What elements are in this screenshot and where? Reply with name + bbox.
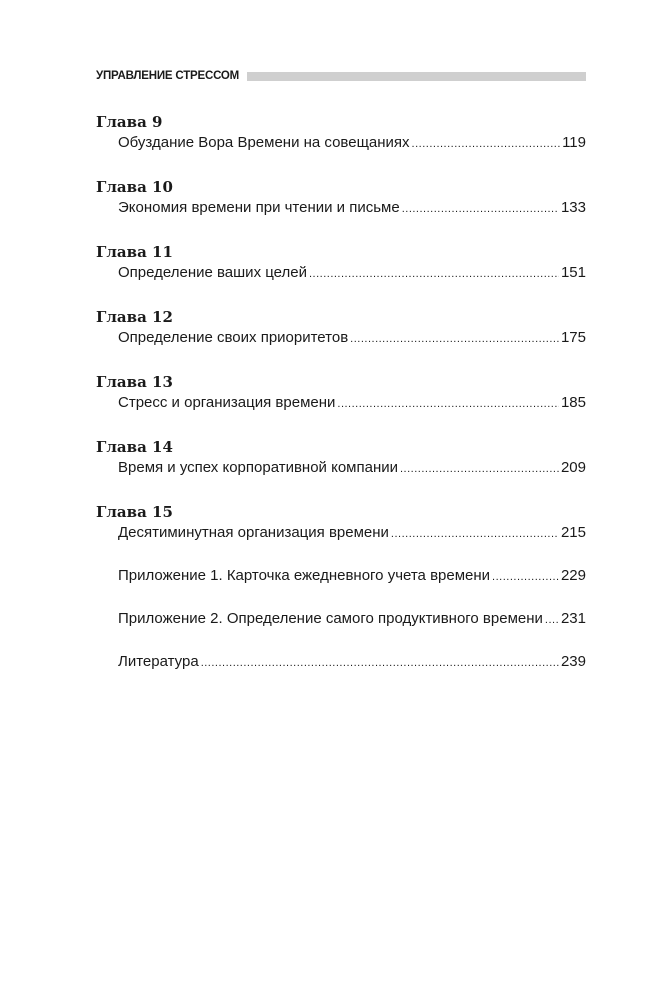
- chapter-heading: Глава 14: [96, 438, 173, 456]
- toc-chapter-9: [96, 112, 586, 154]
- toc-entry-title: Литература: [118, 653, 199, 670]
- toc-chapter-11: [96, 242, 586, 284]
- toc-entry[interactable]: [118, 457, 586, 479]
- toc-page-number: 215: [560, 524, 586, 541]
- toc-chapter-14: [96, 437, 586, 479]
- toc-entry-appendix-1[interactable]: [118, 565, 586, 587]
- toc-entry-title: Определение своих приоритетов: [118, 329, 349, 346]
- chapter-heading: Глава 12: [96, 308, 173, 326]
- dot-leader: [337, 393, 559, 415]
- dot-leader: [201, 652, 559, 674]
- toc-entry-appendix-2[interactable]: [118, 608, 586, 630]
- toc-page-number: 239: [560, 653, 586, 670]
- dot-leader: [402, 198, 559, 220]
- toc-entry-title: Время и успех корпоративной компании: [118, 459, 398, 476]
- toc-chapter-13: [96, 372, 586, 414]
- toc-page-number: 151: [560, 264, 586, 281]
- dot-leader: [400, 458, 559, 480]
- dot-leader: [545, 609, 559, 631]
- chapter-heading: Глава 9: [96, 113, 163, 131]
- toc-page-number: 231: [560, 610, 586, 627]
- toc-chapter-10: [96, 177, 586, 219]
- toc-page-number: 133: [560, 199, 586, 216]
- running-header-title: УПРАВЛЕНИЕ СТРЕССОМ: [96, 70, 240, 82]
- chapter-heading: Глава 13: [96, 373, 173, 391]
- dot-leader: [350, 328, 559, 350]
- header-rule-bar: [247, 72, 586, 81]
- toc-entry[interactable]: [118, 327, 586, 349]
- dot-leader: [391, 523, 559, 545]
- toc-page-number: 229: [560, 567, 586, 584]
- table-of-contents: [96, 112, 586, 694]
- toc-chapter-15: [96, 502, 586, 544]
- toc-entry[interactable]: [118, 132, 586, 154]
- dot-leader: [492, 566, 559, 588]
- toc-page-number: 209: [560, 459, 586, 476]
- chapter-heading: Глава 15: [96, 503, 173, 521]
- toc-entry-title: Обуздание Вора Времени на совещаниях: [118, 134, 410, 151]
- toc-page-number: 119: [562, 134, 586, 151]
- chapter-heading: Глава 10: [96, 178, 173, 196]
- toc-entry-literature[interactable]: [118, 651, 586, 673]
- toc-page-number: 175: [560, 329, 586, 346]
- toc-entry[interactable]: [118, 262, 586, 284]
- toc-entry-title: Экономия времени при чтении и письме: [118, 199, 400, 216]
- toc-entry[interactable]: [118, 522, 586, 544]
- toc-entry-title: Приложение 1. Карточка ежедневного учета времени: [118, 567, 491, 584]
- toc-entry[interactable]: [118, 392, 586, 414]
- chapter-heading: Глава 11: [96, 243, 173, 261]
- toc-chapter-12: [96, 307, 586, 349]
- toc-entry-title: Определение ваших целей: [118, 264, 307, 281]
- toc-entry[interactable]: [118, 197, 586, 219]
- dot-leader: [412, 133, 561, 155]
- running-header: [96, 69, 586, 83]
- toc-entry-title: Приложение 2. Определение самого продуктивного времени: [118, 610, 543, 627]
- toc-entry-title: Стресс и организация времени: [118, 394, 336, 411]
- dot-leader: [309, 263, 559, 285]
- toc-page-number: 185: [560, 394, 586, 411]
- toc-entry-title: Десятиминутная организация времени: [118, 524, 389, 541]
